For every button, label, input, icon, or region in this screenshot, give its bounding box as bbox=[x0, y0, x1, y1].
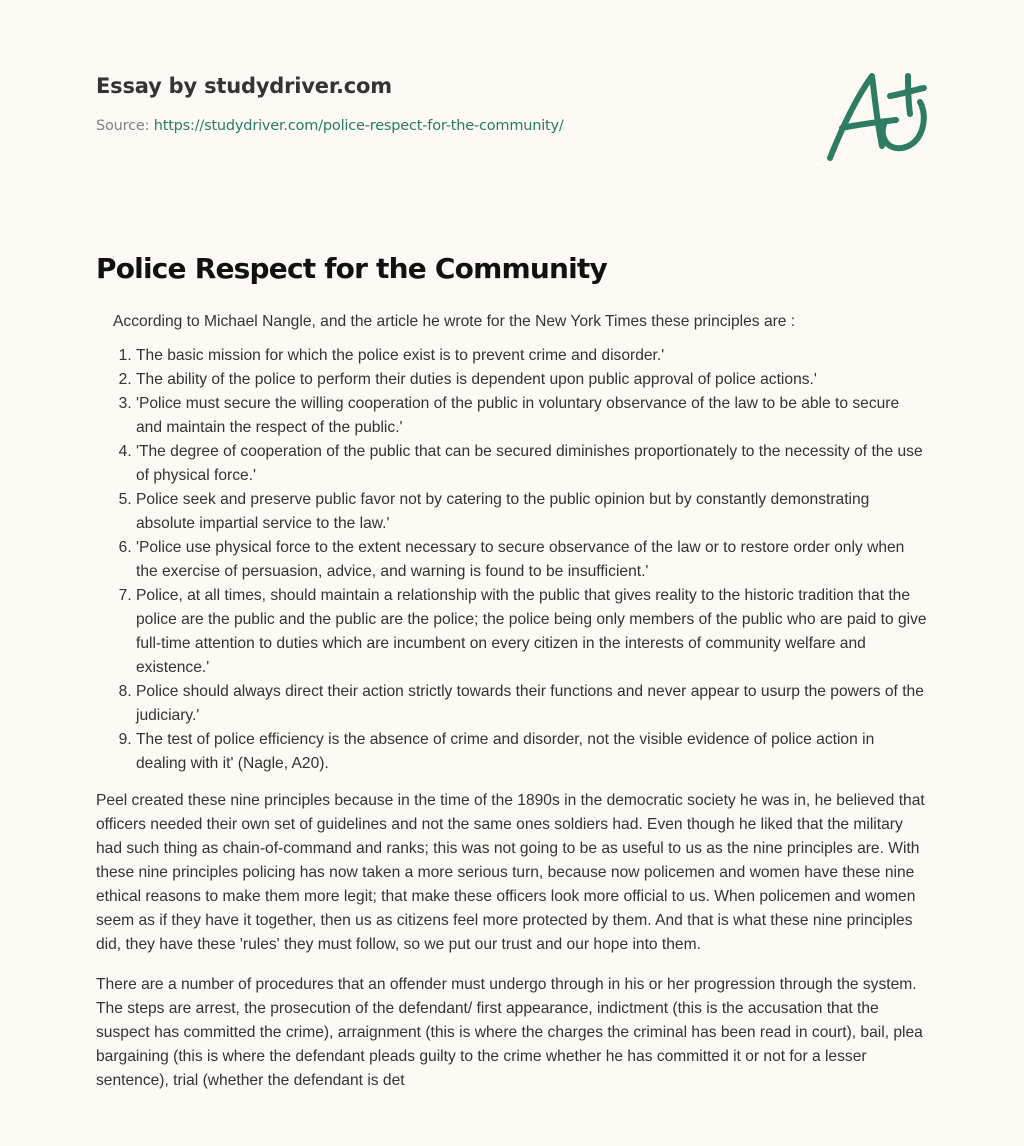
source-label: Source: bbox=[96, 118, 150, 134]
list-item: 5. Police seek and preserve public favor not by catering to the public opinion but by constantly demonstrating absolute impartial service to the law.' bbox=[136, 488, 928, 536]
site-header bbox=[96, 74, 564, 134]
list-item: 9. The test of police efficiency is the absence of crime and disorder, not the visible evidence of police action in dealing with it' (Nagle, A20). bbox=[136, 728, 928, 776]
list-item: 6. 'Police use physical force to the extent necessary to secure observance of the law or to restore order only when the exercise of persuasion, advice, and warning is found to be insufficient.' bbox=[136, 536, 928, 584]
a-plus-grade-icon bbox=[820, 66, 932, 166]
source-line bbox=[96, 118, 564, 134]
principles-list bbox=[96, 344, 928, 776]
list-item: 1. The basic mission for which the police exist is to prevent crime and disorder.' bbox=[136, 344, 928, 368]
site-title: Essay by studydriver.com bbox=[96, 74, 392, 98]
source-link[interactable]: https://studydriver.com/police-respect-for-the-community/ bbox=[153, 118, 564, 134]
list-item: 7. Police, at all times, should maintain a relationship with the public that gives reality to the historic tradition that the police are the public and the public are the police; the police being only members of the public who are paid to give full-time attention to duties which are incumbent on every citizen in the interests of community welfare and existence.' bbox=[136, 584, 928, 680]
essay-body bbox=[96, 310, 928, 1109]
body-paragraph: There are a number of procedures that an offender must undergo through in his or her progression through the system. The steps are arrest, the prosecution of the defendant/ first appearance, indictment (this is the accusation that the suspect has committed the crime), arraignment (this is where the charges the criminal has been read in court), bail, plea bargaining (this is where the defendant pleads guilty to the crime whether he has committed it or not for a lesser sentence), trial (whether the defendant is det bbox=[96, 976, 923, 1089]
list-item: 8. Police should always direct their action strictly towards their functions and never appear to usurp the powers of the judiciary.' bbox=[136, 680, 928, 728]
list-item: 3. 'Police must secure the willing cooperation of the public in voluntary observance of the law to be able to secure and maintain the respect of the public.' bbox=[136, 392, 928, 440]
intro-paragraph: According to Michael Nangle, and the article he wrote for the New York Times these principles are : bbox=[113, 313, 796, 330]
list-item: 4. 'The degree of cooperation of the public that can be secured diminishes proportionately to the necessity of the use of physical force.' bbox=[136, 440, 928, 488]
body-paragraph: Peel created these nine principles because in the time of the 1890s in the democratic society he was in, he believed that officers needed their own set of guidelines and not the same ones soldiers had. Even though he liked that the military had such thing as chain-of-command and ranks; this was not going to be as useful to us as the nine principles are. With these nine principles policing has now taken a more serious turn, because now policemen and women have these nine ethical reasons to make them more legit; that make these officers look more official to us. When policemen and women seem as if they have it together, then us as citizens feel more protected by them. And that is what these nine principles did, they have these 'rules' they must follow, so we put our trust and our hope into them. bbox=[96, 792, 925, 953]
list-item: 2. The ability of the police to perform their duties is dependent upon public approval of police actions.' bbox=[136, 368, 928, 392]
essay-title: Police Respect for the Community bbox=[96, 252, 607, 285]
